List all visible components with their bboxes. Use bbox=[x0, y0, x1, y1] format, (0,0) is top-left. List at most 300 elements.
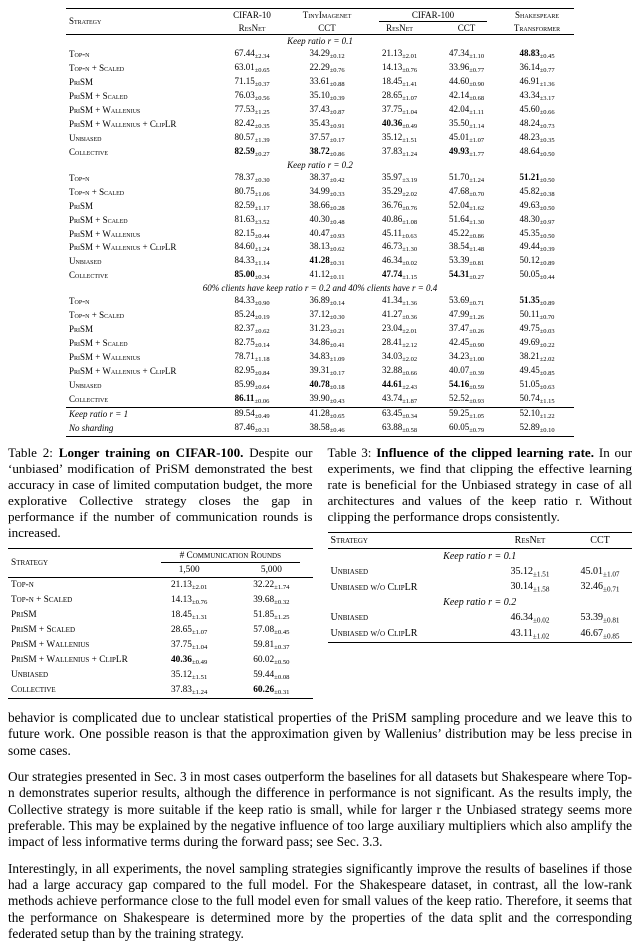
table-row bbox=[66, 131, 574, 145]
strategy-label: No sharding bbox=[69, 423, 114, 434]
metric-value: 85.24 bbox=[234, 309, 255, 320]
metric-value: 38.58 bbox=[309, 422, 330, 433]
metric-std: ±1.51 bbox=[191, 673, 208, 681]
table-row bbox=[66, 422, 574, 436]
metric-std: ±0.90 bbox=[254, 300, 270, 308]
metric-std: ±0.14 bbox=[329, 300, 345, 308]
metric-cell bbox=[288, 103, 366, 117]
metric-value: 34.03 bbox=[381, 351, 403, 362]
metric-cell bbox=[433, 323, 500, 337]
strategy-label: PriSM + Wallenius + ClipLR bbox=[11, 655, 128, 666]
metric-std: ±0.44 bbox=[254, 232, 270, 240]
metric-std: ±0.71 bbox=[603, 585, 620, 594]
metric-cell bbox=[288, 323, 366, 337]
metric-std: ±0.03 bbox=[539, 328, 555, 336]
metric-cell bbox=[216, 103, 288, 117]
metric-std: ±0.30 bbox=[254, 176, 270, 184]
metric-std: ±1.24 bbox=[402, 150, 418, 158]
metric-value: 37.57 bbox=[309, 131, 330, 142]
metric-value: 33.61 bbox=[309, 75, 330, 86]
metric-std: ±1.17 bbox=[254, 204, 270, 212]
group-header-row bbox=[66, 159, 574, 171]
resnet-column-header: ResNet bbox=[514, 534, 546, 546]
metric-value: 82.59 bbox=[234, 199, 255, 210]
metric-std: ±1.15 bbox=[539, 398, 555, 406]
metric-std: ±0.26 bbox=[469, 328, 485, 336]
metric-std: ±1.51 bbox=[532, 570, 550, 579]
metric-cell bbox=[433, 131, 500, 145]
table2-caption bbox=[8, 445, 313, 542]
metric-value: 28.65 bbox=[381, 89, 403, 100]
metric-std: ±0.18 bbox=[329, 384, 345, 392]
metric-value: 40.30 bbox=[309, 213, 330, 224]
metric-std: ±0.76 bbox=[191, 598, 208, 606]
strategy-label: Unbiased bbox=[330, 566, 369, 578]
metric-value: 57.08 bbox=[253, 624, 275, 635]
metric-value: 86.11 bbox=[234, 393, 255, 404]
metric-std: ±1.10 bbox=[469, 52, 485, 60]
metric-cell bbox=[433, 145, 500, 159]
metric-cell bbox=[433, 199, 500, 213]
metric-cell bbox=[366, 185, 433, 199]
metric-value: 45.22 bbox=[448, 227, 470, 238]
metric-cell bbox=[288, 337, 366, 351]
right-column bbox=[328, 445, 633, 699]
metric-value: 59.25 bbox=[448, 408, 470, 419]
metric-value: 48.23 bbox=[519, 131, 540, 142]
metric-cell bbox=[433, 379, 500, 393]
metric-cell bbox=[433, 89, 500, 103]
metric-std: ±1.25 bbox=[274, 613, 290, 621]
metric-std: ±0.62 bbox=[254, 328, 270, 336]
metric-value: 39.68 bbox=[253, 594, 275, 605]
metric-value: 47.74 bbox=[381, 269, 403, 280]
metric-std: ±1.26 bbox=[469, 314, 485, 322]
table-row bbox=[8, 653, 313, 668]
metric-std: ±0.27 bbox=[254, 150, 270, 158]
metric-value: 54.16 bbox=[448, 379, 470, 390]
paragraph: behavior is complicated due to unclear statistical properties of the PriSM sampling procedure and we leave this to future work. One possible reason is that the approximation given by Wallenius’ distribution may be less precise in some cases. bbox=[8, 710, 632, 758]
metric-value: 45.01 bbox=[580, 565, 603, 577]
metric-value: 38.21 bbox=[519, 351, 540, 362]
metric-value: 60.02 bbox=[253, 654, 275, 665]
metric-cell bbox=[500, 213, 574, 227]
table3-body bbox=[328, 549, 633, 642]
metric-std: ±0.37 bbox=[254, 80, 270, 88]
strategy-label: Top-n + Scaled bbox=[69, 62, 125, 73]
metric-cell bbox=[216, 117, 288, 131]
metric-value: 50.74 bbox=[519, 393, 540, 404]
metric-cell bbox=[500, 131, 574, 145]
strategy-label: PriSM + Scaled bbox=[69, 214, 128, 225]
metric-cell bbox=[216, 145, 288, 159]
metric-cell bbox=[433, 75, 500, 89]
metric-value: 48.64 bbox=[519, 145, 540, 156]
metric-cell bbox=[500, 422, 574, 436]
metric-std: ±0.50 bbox=[539, 204, 555, 212]
strategy-label: PriSM + Wallenius + ClipLR bbox=[69, 242, 177, 253]
metric-value: 41.28 bbox=[309, 408, 330, 419]
cifar10-header: CIFAR-10 bbox=[233, 10, 271, 21]
metric-value: 43.74 bbox=[381, 393, 403, 404]
metric-cell bbox=[433, 213, 500, 227]
metric-value: 37.43 bbox=[309, 103, 330, 114]
metric-std: ±0.41 bbox=[329, 342, 345, 350]
metric-cell bbox=[216, 422, 288, 436]
metric-value: 53.39 bbox=[580, 612, 603, 624]
metric-value: 47.68 bbox=[448, 185, 470, 196]
metric-cell bbox=[148, 683, 230, 698]
metric-value: 37.12 bbox=[309, 309, 330, 320]
metric-std: ±0.44 bbox=[539, 274, 555, 282]
shakespeare-model-header: Transformer bbox=[513, 22, 561, 33]
metric-std: ±0.86 bbox=[469, 232, 485, 240]
metric-std: ±0.11 bbox=[329, 274, 345, 282]
metric-std: ±0.68 bbox=[469, 94, 485, 102]
metric-cell bbox=[366, 269, 433, 283]
metric-std: ±0.93 bbox=[469, 398, 485, 406]
strategy-label: PriSM + Wallenius bbox=[69, 228, 141, 239]
metric-cell bbox=[568, 611, 632, 627]
metric-std: ±0.32 bbox=[274, 598, 290, 606]
main-results-table bbox=[66, 8, 574, 437]
strategy-label: Top-n + Scaled bbox=[69, 186, 125, 197]
metric-std: ±0.31 bbox=[329, 260, 345, 268]
table2-caption-title: Longer training on CIFAR-100. bbox=[58, 444, 244, 460]
metric-value: 46.34 bbox=[381, 255, 403, 266]
strategy-label: PriSM + Scaled bbox=[69, 338, 128, 349]
metric-std: ±0.76 bbox=[402, 204, 418, 212]
strategy-label: Unbiased bbox=[69, 256, 102, 267]
communication-rounds-table bbox=[8, 548, 313, 699]
metric-std: ±0.65 bbox=[329, 413, 345, 421]
table-row bbox=[66, 407, 574, 421]
table-row bbox=[66, 199, 574, 213]
metric-cell bbox=[500, 295, 574, 309]
metric-cell bbox=[433, 185, 500, 199]
metric-value: 32.88 bbox=[381, 365, 403, 376]
metric-cell bbox=[288, 309, 366, 323]
metric-cell bbox=[230, 578, 312, 593]
strategy-label: PriSM bbox=[69, 200, 94, 211]
table-row bbox=[8, 593, 313, 608]
metric-cell bbox=[366, 47, 433, 61]
cct-column-header: CCT bbox=[590, 534, 610, 546]
metric-std: ±0.62 bbox=[329, 246, 345, 254]
metric-value: 34.29 bbox=[309, 47, 330, 58]
body-text bbox=[8, 710, 632, 942]
clip-lr-table bbox=[328, 532, 633, 643]
metric-value: 82.95 bbox=[234, 365, 255, 376]
metric-value: 71.15 bbox=[234, 75, 255, 86]
table-row bbox=[328, 611, 633, 627]
metric-std: ±1.51 bbox=[402, 136, 418, 144]
metric-cell bbox=[148, 623, 230, 638]
metric-value: 42.04 bbox=[449, 103, 470, 114]
metric-value: 52.10 bbox=[519, 408, 540, 419]
metric-value: 46.91 bbox=[519, 75, 540, 86]
metric-std: ±1.18 bbox=[254, 356, 270, 364]
metric-std: ±0.21 bbox=[329, 328, 345, 336]
metric-cell bbox=[230, 593, 312, 608]
metric-cell bbox=[148, 668, 230, 683]
metric-cell bbox=[288, 295, 366, 309]
table-row bbox=[66, 337, 574, 351]
metric-cell bbox=[366, 89, 433, 103]
metric-std: ±1.07 bbox=[603, 570, 620, 579]
metric-value: 76.03 bbox=[234, 89, 255, 100]
metric-cell bbox=[568, 564, 632, 580]
table-row bbox=[8, 623, 313, 638]
metric-cell bbox=[500, 199, 574, 213]
metric-cell bbox=[148, 638, 230, 653]
metric-value: 59.81 bbox=[253, 639, 275, 650]
metric-value: 82.15 bbox=[234, 227, 255, 238]
metric-value: 53.39 bbox=[448, 255, 470, 266]
metric-std: ±0.66 bbox=[539, 108, 555, 116]
strategy-label: PriSM + Wallenius + ClipLR bbox=[69, 118, 177, 129]
metric-value: 60.26 bbox=[253, 684, 275, 695]
metric-cell bbox=[500, 61, 574, 75]
table2-caption-text: Despite our ‘unbiased’ modification of PriSM demonstrated the best accuracy in case of limited computation budget, the more explorative Collective strategy closes the gap in performance if the number of communication rounds is increased. bbox=[8, 444, 313, 540]
metric-std: ±0.02 bbox=[402, 260, 418, 268]
metric-value: 21.13 bbox=[381, 47, 403, 58]
metric-std: ±0.63 bbox=[539, 384, 555, 392]
metric-value: 34.83 bbox=[309, 351, 330, 362]
metric-cell bbox=[216, 47, 288, 61]
strategy-label: Collective bbox=[69, 146, 108, 157]
table-row bbox=[66, 213, 574, 227]
metric-cell bbox=[288, 185, 366, 199]
metric-cell bbox=[366, 227, 433, 241]
metric-value: 48.24 bbox=[519, 117, 540, 128]
metric-cell bbox=[366, 199, 433, 213]
metric-value: 59.44 bbox=[253, 669, 275, 680]
metric-std: ±0.34 bbox=[402, 413, 418, 421]
metric-std: ±0.97 bbox=[539, 218, 555, 226]
tinyimagenet-header: TinyImagenet bbox=[302, 10, 352, 21]
table2-head bbox=[8, 549, 313, 578]
strategy-label: Unbiased bbox=[330, 612, 369, 624]
metric-cell bbox=[366, 255, 433, 269]
metric-std: ±1.25 bbox=[254, 108, 270, 116]
strategy-label: Unbiased w/o ClipLR bbox=[330, 627, 418, 639]
metric-cell bbox=[366, 213, 433, 227]
metric-cell bbox=[433, 337, 500, 351]
metric-cell bbox=[288, 422, 366, 436]
metric-value: 46.67 bbox=[580, 627, 603, 639]
metric-cell bbox=[500, 365, 574, 379]
metric-std: ±0.50 bbox=[274, 658, 290, 666]
metric-cell bbox=[216, 227, 288, 241]
metric-std: ±0.27 bbox=[469, 274, 485, 282]
metric-std: ±1.15 bbox=[402, 274, 418, 282]
table-row bbox=[66, 61, 574, 75]
metric-std: ±0.59 bbox=[469, 384, 485, 392]
metric-cell bbox=[288, 365, 366, 379]
metric-std: ±1.74 bbox=[274, 583, 290, 591]
metric-cell bbox=[492, 564, 568, 580]
metric-std: ±1.24 bbox=[254, 246, 270, 254]
metric-std: ±1.04 bbox=[402, 108, 418, 116]
metric-cell bbox=[433, 309, 500, 323]
metric-cell bbox=[366, 365, 433, 379]
group-title: Keep ratio r = 0.1 bbox=[443, 550, 517, 562]
metric-std: ±1.22 bbox=[539, 413, 555, 421]
metric-std: ±2.01 bbox=[191, 583, 208, 591]
metric-cell bbox=[500, 47, 574, 61]
metric-std: ±0.31 bbox=[274, 688, 290, 696]
metric-cell bbox=[216, 213, 288, 227]
metric-std: ±0.46 bbox=[329, 427, 345, 435]
metric-std: ±1.41 bbox=[402, 80, 418, 88]
metric-cell bbox=[216, 309, 288, 323]
metric-value: 14.13 bbox=[171, 594, 192, 605]
metric-cell bbox=[288, 379, 366, 393]
metric-std: ±1.30 bbox=[402, 246, 418, 254]
metric-std: ±0.17 bbox=[329, 370, 345, 378]
group-title: Keep ratio r = 0.1 bbox=[287, 35, 353, 46]
strategy-column-header: Strategy bbox=[330, 534, 368, 546]
metric-value: 42.14 bbox=[448, 89, 470, 100]
strategy-label: Collective bbox=[69, 270, 108, 281]
metric-cell bbox=[500, 89, 574, 103]
metric-value: 41.28 bbox=[309, 255, 330, 266]
metric-value: 45.60 bbox=[519, 103, 540, 114]
strategy-label: Unbiased bbox=[11, 670, 49, 681]
metric-value: 37.75 bbox=[381, 103, 403, 114]
metric-cell bbox=[366, 117, 433, 131]
group-header-row bbox=[66, 35, 574, 47]
metric-std: ±0.49 bbox=[254, 413, 270, 421]
metric-cell bbox=[216, 269, 288, 283]
table-row bbox=[66, 255, 574, 269]
strategy-label: PriSM + Wallenius + ClipLR bbox=[69, 366, 177, 377]
metric-cell bbox=[433, 171, 500, 185]
table3-caption-title: Influence of the clipped learning rate. bbox=[376, 444, 595, 460]
table-row bbox=[66, 103, 574, 117]
metric-std: ±0.81 bbox=[603, 616, 620, 625]
metric-cell bbox=[216, 89, 288, 103]
metric-cell bbox=[433, 255, 500, 269]
metric-std: ±1.36 bbox=[402, 300, 418, 308]
metric-std: ±1.58 bbox=[532, 585, 550, 594]
metric-value: 51.64 bbox=[448, 213, 470, 224]
metric-cell bbox=[288, 227, 366, 241]
table-row bbox=[328, 626, 633, 642]
metric-value: 47.99 bbox=[448, 309, 470, 320]
metric-value: 85.99 bbox=[234, 379, 255, 390]
metric-cell bbox=[288, 89, 366, 103]
metric-value: 54.31 bbox=[448, 269, 470, 280]
metric-std: ±0.79 bbox=[469, 427, 485, 435]
metric-value: 36.89 bbox=[309, 295, 330, 306]
strategy-label: Top-n + Scaled bbox=[11, 595, 73, 606]
metric-std: ±0.77 bbox=[539, 66, 555, 74]
metric-value: 50.12 bbox=[519, 255, 540, 266]
metric-cell bbox=[288, 47, 366, 61]
tinyimagenet-model-header: CCT bbox=[318, 22, 336, 33]
metric-std: ±0.89 bbox=[539, 300, 555, 308]
metric-std: ±0.39 bbox=[329, 94, 345, 102]
metric-std: ±0.73 bbox=[539, 122, 555, 130]
metric-value: 43.11 bbox=[510, 627, 533, 639]
metric-value: 42.45 bbox=[448, 337, 470, 348]
metric-std: ±1.24 bbox=[191, 688, 208, 696]
metric-value: 28.65 bbox=[171, 624, 192, 635]
metric-cell bbox=[433, 117, 500, 131]
metric-value: 37.47 bbox=[448, 323, 470, 334]
metric-cell bbox=[366, 241, 433, 255]
metric-std: ±2.02 bbox=[539, 356, 555, 364]
metric-std: ±2.02 bbox=[402, 190, 418, 198]
metric-std: ±0.43 bbox=[329, 398, 345, 406]
group-header-row bbox=[328, 595, 633, 610]
metric-std: ±0.06 bbox=[254, 398, 270, 406]
strategy-label: Top-n bbox=[11, 580, 34, 591]
metric-cell bbox=[148, 653, 230, 668]
metric-value: 36.14 bbox=[519, 61, 540, 72]
metric-cell bbox=[230, 668, 312, 683]
metric-cell bbox=[230, 683, 312, 698]
table-row bbox=[8, 638, 313, 653]
metric-std: ±1.14 bbox=[469, 122, 485, 130]
metric-std: ±2.01 bbox=[402, 328, 418, 336]
metric-value: 34.99 bbox=[309, 185, 330, 196]
strategy-label: Keep ratio r = 1 bbox=[69, 409, 129, 420]
metric-value: 40.36 bbox=[171, 654, 192, 665]
metric-value: 78.71 bbox=[234, 351, 255, 362]
strategy-label: Unbiased bbox=[69, 132, 102, 143]
metric-value: 47.34 bbox=[448, 47, 470, 58]
metric-std: ±0.63 bbox=[402, 232, 417, 240]
metric-cell bbox=[433, 241, 500, 255]
metric-cell bbox=[492, 611, 568, 627]
metric-cell bbox=[433, 407, 500, 421]
metric-value: 48.83 bbox=[519, 47, 540, 58]
table2-caption-label: Table 2: bbox=[8, 444, 53, 460]
metric-std: ±1.39 bbox=[254, 136, 270, 144]
metric-std: ±1.77 bbox=[469, 150, 485, 158]
metric-value: 43.34 bbox=[519, 89, 540, 100]
rounds-1500-header: 1,500 bbox=[178, 565, 200, 576]
metric-std: ±0.86 bbox=[329, 150, 345, 158]
table3-head bbox=[328, 533, 633, 549]
paragraph: Our strategies presented in Sec. 3 in most cases outperform the baselines for all datasets but Shakespeare where Top-n demonstrates superior results, although the difference in performance is not significant. As the results imply, the Collective strategy is more suitable if the keep ratio is small, while for larger r the Unbiased strategy seems more preferable. This may be explained by the negative influence of too large auxiliary multipliers which also amplify the impact of less informative terms during the forward pass; see Sec. 3.3. bbox=[8, 769, 632, 850]
metric-value: 77.53 bbox=[234, 103, 255, 114]
metric-std: ±1.11 bbox=[469, 108, 484, 116]
metric-std: ±1.07 bbox=[469, 136, 485, 144]
table-row bbox=[66, 47, 574, 61]
metric-std: ±0.08 bbox=[274, 673, 290, 681]
metric-std: ±2.43 bbox=[402, 384, 418, 392]
metric-cell bbox=[148, 593, 230, 608]
metric-cell bbox=[500, 269, 574, 283]
metric-cell bbox=[492, 626, 568, 642]
metric-std: ±0.66 bbox=[402, 370, 418, 378]
metric-cell bbox=[568, 626, 632, 642]
metric-std: ±0.37 bbox=[274, 643, 290, 651]
strategy-column-header: Strategy bbox=[69, 16, 102, 27]
metric-cell bbox=[216, 393, 288, 407]
metric-std: ±0.90 bbox=[469, 342, 485, 350]
metric-std: ±0.50 bbox=[539, 176, 555, 184]
metric-cell bbox=[433, 365, 500, 379]
metric-value: 35.12 bbox=[510, 565, 533, 577]
metric-cell bbox=[216, 255, 288, 269]
table-row bbox=[66, 117, 574, 131]
metric-std: ±0.65 bbox=[254, 66, 270, 74]
